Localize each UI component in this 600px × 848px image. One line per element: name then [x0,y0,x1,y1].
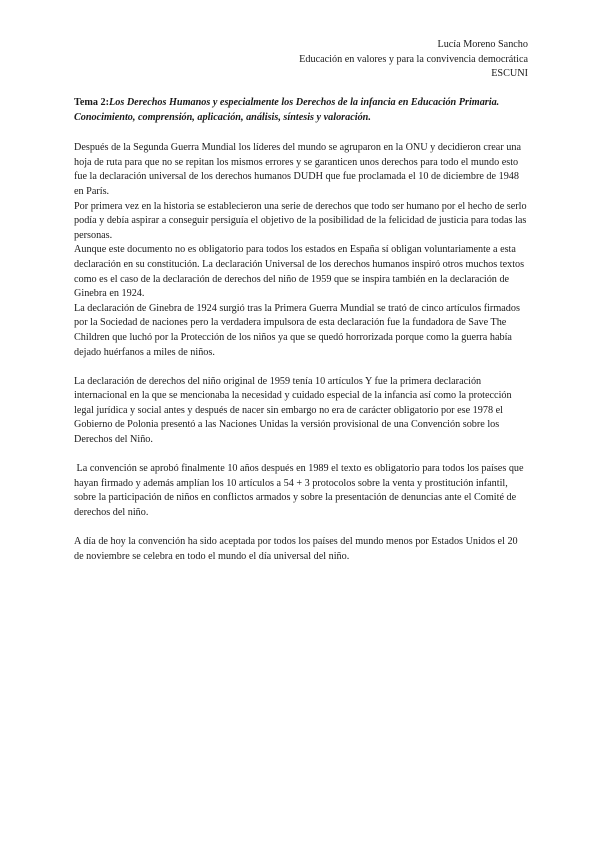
school-name: ESCUNI [491,68,528,79]
topic-title: Los Derechos Humanos y especialmente los Derechos de la infancia en Educación Primaria. Conocimiento, comprensión, aplicación, análisis, síntesis y valoración. [74,97,500,123]
paragraph-geneva: La declaración de Ginebra de 1924 surgió tras la Primera Guerra Mundial se trató de cinco artículos firmados por la Sociedad de naciones pero la verdadera impulsora de esta declaración fue la fundadora de Save The Children que luchó por la Protección de los niños ya que se quedó horrorizada porque como la guerra había dejado huérfanos a miles de niños. [74,302,520,358]
paragraph-spacer [74,521,528,536]
paragraph-dudh: Después de la Segunda Guerra Mundial los líderes del mundo se agruparon en la ONU y decidieron crear una hoja de ruta para que no se repitan los mismos errores y se garanticen unos derechos para todo el mundo esto fue la declaración universal de los derechos humanos DUDH que fue proclamada el 10 de diciembre de 1948 en París. [74,142,521,197]
document-body [74,96,528,564]
topic-heading [74,96,528,125]
paragraph-spacer [74,448,528,463]
paragraph-1959-declaration: La declaración de derechos del niño original de 1959 tenía 10 artículos Y fue la primera declaración internacional en la que se mencionaba la necesidad y cuidado especial de la infancia así como la protección legal jurídica y social antes y después de nacer sin embargo no era de carácter obligatorio por ese 1978 el Gobierno de Polonia presentó a las Naciones Unidas la versión provisional de una Convención sobre los Derechos del Niño. [74,375,512,446]
paragraph-convention: La convención se aprobó finalmente 10 años después en 1989 el texto es obligatorio para todos los países que hayan firmado y además amplían los 10 artículos a 54 + 3 protocolos sobre la venta y prostitución infantil, sobre la participación de niños en conflictos armados y sobre la presentación de denuncias ante el Comité de derechos del niño. [74,463,527,519]
paragraph-first-rights: Por primera vez en la historia se establecieron una serie de derechos que todo ser humano por el hecho de serlo podía y debía aspirar a conseguir persiguía el objetivo de la posibilidad de la felicidad de justicia para todas las personas. [74,200,527,241]
document-header [299,38,528,82]
paragraph-spacer [74,360,528,375]
topic-label: Tema 2: [74,97,109,108]
author-name: Lucía Moreno Sancho [437,39,528,50]
paragraph-today: A día de hoy la convención ha sido aceptada por todos los países del mundo menos por Estados Unidos el 20 de noviembre se celebra en todo el mundo el día universal del niño. [74,536,518,562]
subject-name: Educación en valores y para la convivencia democrática [299,53,528,65]
paragraph-spain: Aunque este documento no es obligatorio para todos los estados en España sí obligan voluntariamente a esta declaración en su constitución. La declaración Universal de los derechos humanos inspiró otros muchos textos como es el caso de la declaración de derechos del niño de 1959 que se inspira también en la declaración de Ginebra en 1924. [74,244,525,300]
